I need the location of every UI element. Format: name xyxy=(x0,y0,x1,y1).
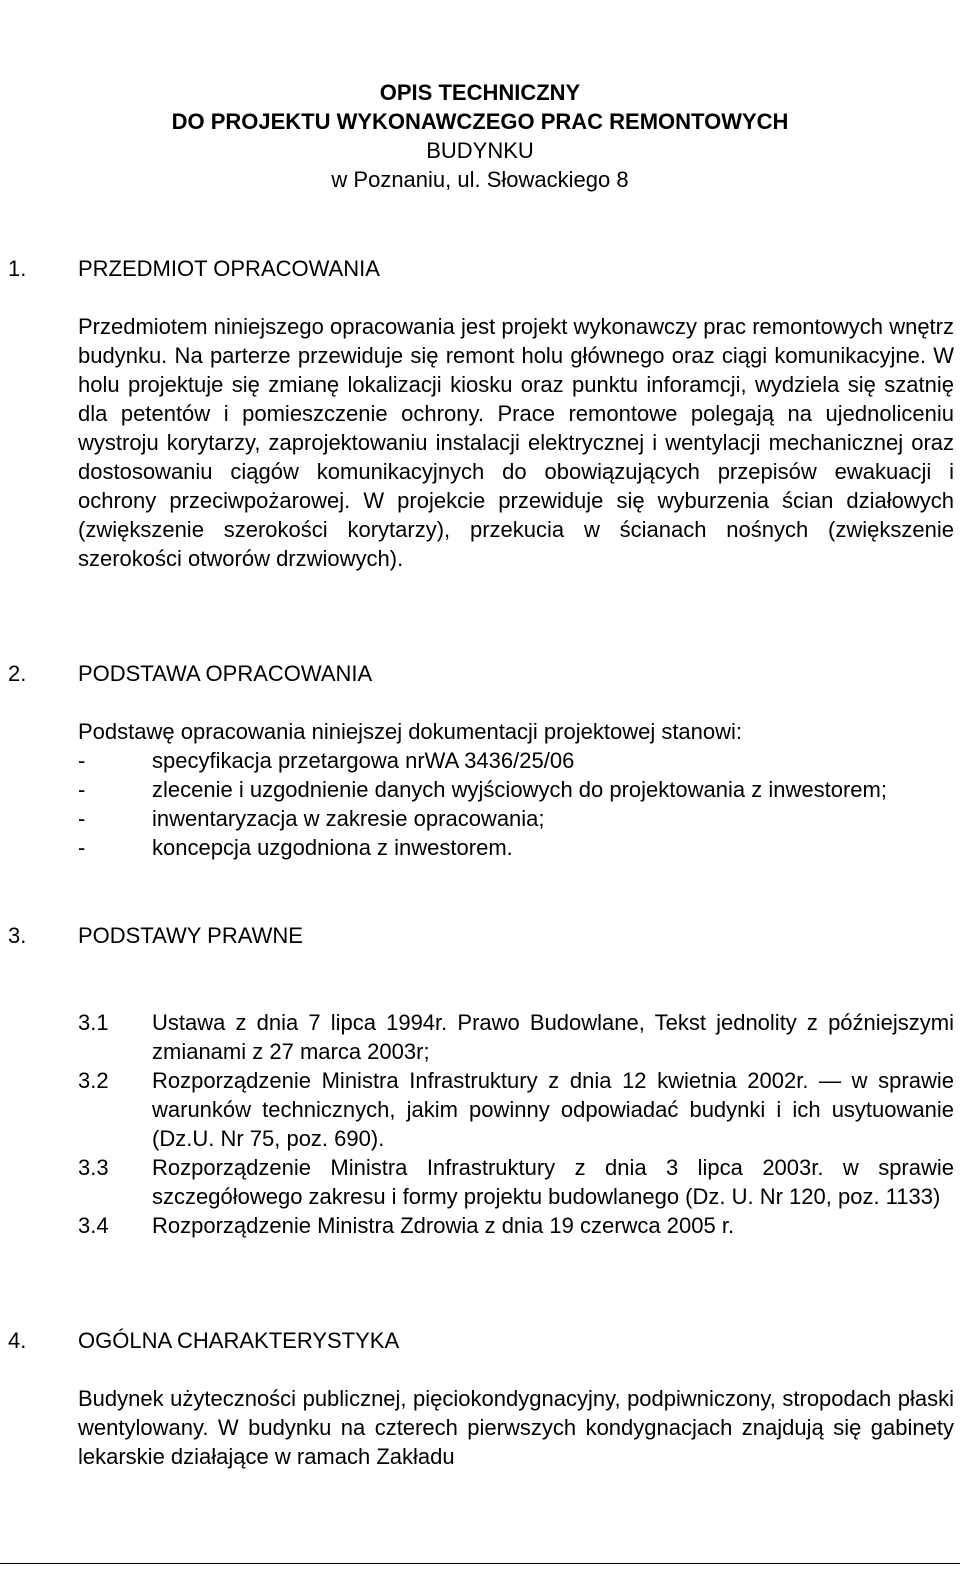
title-line-4: w Poznaniu, ul. Słowackiego 8 xyxy=(331,167,629,192)
list-item-text: specyfikacja przetargowa nrWA 3436/25/06 xyxy=(152,748,575,773)
section-2-title: PODSTAWA OPRACOWANIA xyxy=(78,661,373,686)
list-item xyxy=(78,746,954,775)
section-2-number: 2. xyxy=(8,661,27,686)
title-line-1: OPIS TECHNICZNY xyxy=(379,80,581,105)
section-3-title: PODSTAWY PRAWNE xyxy=(78,923,303,948)
title-line-2: DO PROJEKTU WYKONAWCZEGO PRAC REMONTOWYCH xyxy=(171,109,789,134)
section-3-number: 3. xyxy=(8,923,27,948)
list-item xyxy=(78,1153,954,1211)
list-item-text: inwentaryzacja w zakresie opracowania; xyxy=(152,806,545,831)
list-item xyxy=(78,1211,954,1240)
list-item-text: Rozporządzenie Ministra Zdrowia z dnia 19 czerwca 2005 r. xyxy=(152,1213,735,1238)
section-4-number: 4. xyxy=(8,1328,27,1353)
section-2-intro: Podstawę opracowania niniejszej dokumentacji projektowej stanowi: xyxy=(78,719,743,744)
document-title-block xyxy=(0,78,960,194)
list-item-text: koncepcja uzgodniona z inwestorem. xyxy=(152,835,513,860)
section-1-number: 1. xyxy=(8,256,27,281)
section-1-title: PRZEDMIOT OPRACOWANIA xyxy=(78,256,380,281)
section-4-paragraph: Budynek użyteczności publicznej, pięciokondygnacyjny, podpiwniczony, stropodach płaski wentylowany. W budynku na czterech pierwszych kondygnacjach znajdują się gabinety lekarskie działające w ramach Zakładu xyxy=(78,1386,954,1469)
section-1-paragraph: Przedmiotem niniejszego opracowania jest projekt wykonawczy prac remontowych wnętrz budynku. Na parterze przewiduje się remont holu głównego oraz ciągi komunikacyjne. W holu projektuje się zmianę lokalizacji kiosku oraz punktu inforamcji, wydziela się szatnię dla petentów i pomieszczenie ochrony. Prace remontowe polegają na ujednoliceniu wystroju korytarzy, zaprojektowaniu instalacji elektrycznej i wentylacji mechanicznej oraz dostosowaniu ciągów komunikacyjnych do obowiązujących przepisów ewakuacji i ochrony przeciwpożarowej. W projekcie przewiduje się wyburzenia ścian działowych (zwiększenie szerokości korytarzy), przekucia w ścianach nośnych (zwiększenie szerokości otworów drzwiowych). xyxy=(78,314,954,571)
section-4-title: OGÓLNA CHARAKTERYSTYKA xyxy=(78,1328,400,1353)
section-3-list xyxy=(78,1008,954,1240)
list-item xyxy=(78,1066,954,1153)
list-item xyxy=(78,775,954,804)
list-item-text: Ustawa z dnia 7 lipca 1994r. Prawo Budowlane, Tekst jednolity z późniejszymi zmianami z 27 marca 2003r; xyxy=(152,1010,954,1064)
list-item-number: 3.2 xyxy=(78,1068,109,1093)
page-bottom-rule xyxy=(0,1563,960,1564)
list-item-text: zlecenie i uzgodnienie danych wyjściowych do projektowania z inwestorem; xyxy=(152,777,887,802)
title-line-3: BUDYNKU xyxy=(426,138,534,163)
list-dash: - xyxy=(78,777,86,802)
section-2-list xyxy=(78,746,954,862)
list-item-text: Rozporządzenie Ministra Infrastruktury z dnia 3 lipca 2003r. w sprawie szczegółowego zakresu i formy projektu budowlanego (Dz. U. Nr 120, poz. 1133) xyxy=(152,1155,954,1209)
list-item xyxy=(78,1008,954,1066)
list-item-number: 3.3 xyxy=(78,1155,109,1180)
list-dash: - xyxy=(78,748,86,773)
list-dash: - xyxy=(78,806,86,831)
list-item-number: 3.4 xyxy=(78,1213,109,1238)
list-item xyxy=(78,833,954,862)
list-item-text: Rozporządzenie Ministra Infrastruktury z dnia 12 kwietnia 2002r. — w sprawie warunków technicznych, jakim powinny odpowiadać budynki i ich usytuowanie (Dz.U. Nr 75, poz. 690). xyxy=(152,1068,954,1151)
list-item xyxy=(78,804,954,833)
list-dash: - xyxy=(78,835,86,860)
list-item-number: 3.1 xyxy=(78,1010,109,1035)
